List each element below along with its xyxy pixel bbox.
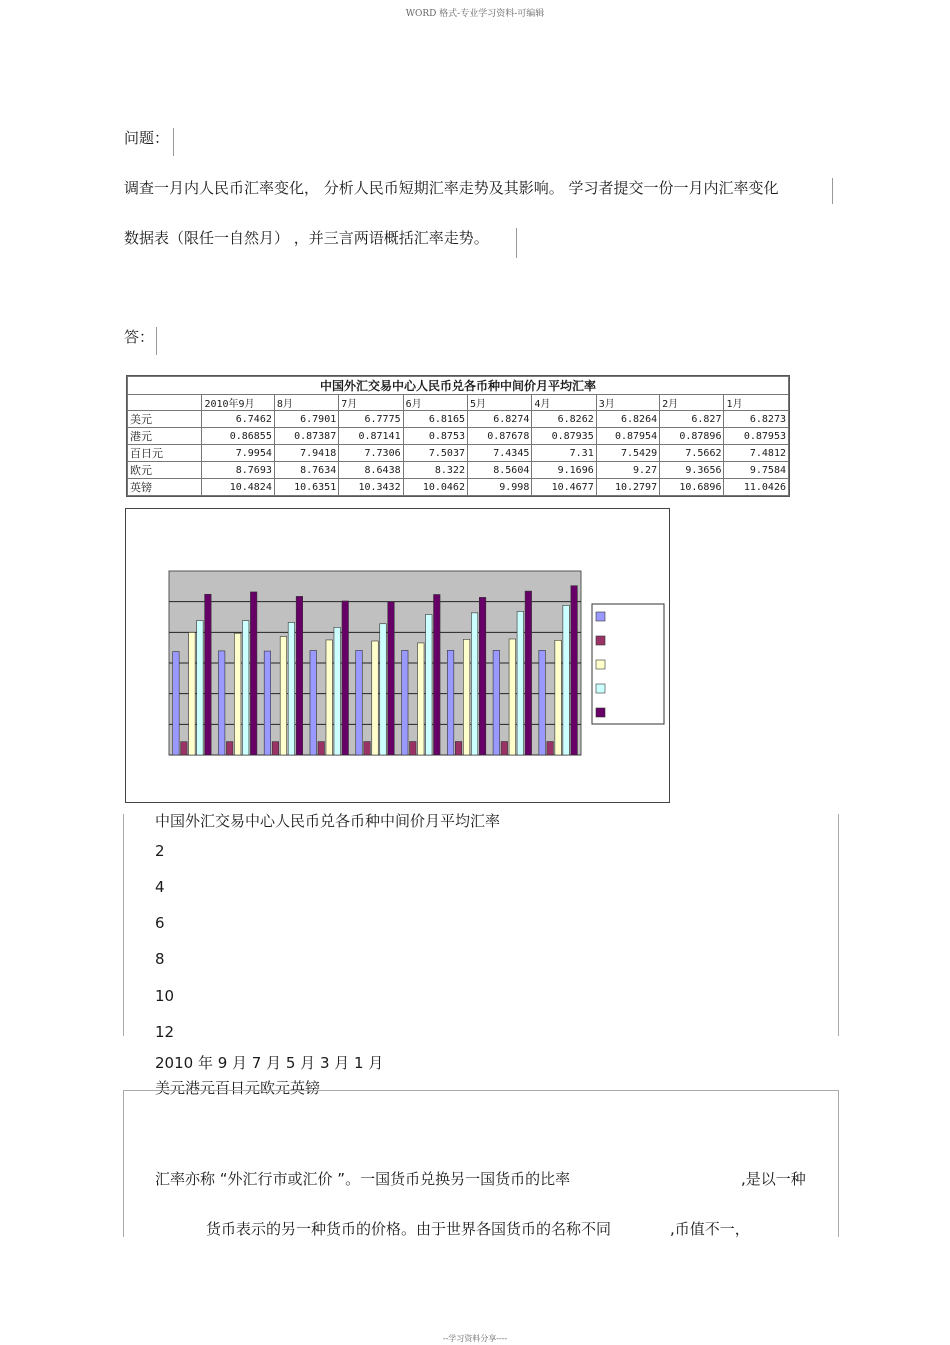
cell: 6.7901 — [274, 411, 338, 428]
cell: 6.7775 — [339, 411, 403, 428]
paragraph-line: ,是以一种 — [741, 1170, 806, 1188]
bar — [197, 621, 204, 755]
cell: 0.87141 — [339, 428, 403, 445]
legend-swatch — [596, 684, 605, 693]
cell: 8.6438 — [339, 462, 403, 479]
bar — [334, 627, 341, 755]
cell: 6.8262 — [532, 411, 596, 428]
cell: 7.7306 — [339, 445, 403, 462]
cell: 11.0426 — [724, 479, 789, 496]
bar — [525, 591, 532, 755]
cursor-mark — [156, 327, 157, 355]
cell: 10.6351 — [274, 479, 338, 496]
table-row — [128, 411, 789, 428]
bar — [479, 597, 486, 755]
cell: 7.5037 — [403, 445, 467, 462]
y-tick-label: 12 — [155, 1023, 175, 1041]
bar — [342, 601, 349, 755]
bar — [372, 641, 379, 755]
question-line-2: 数据表（限任一自然月） ，并三言两语概括汇率走势。 — [124, 229, 489, 247]
bar — [356, 650, 363, 755]
text-frame — [123, 1090, 839, 1237]
bar — [426, 614, 433, 755]
bar — [493, 650, 500, 755]
bar — [563, 605, 570, 755]
bar — [226, 742, 233, 755]
cell: 7.9954 — [202, 445, 274, 462]
cursor-mark — [516, 228, 517, 258]
cell: 0.8753 — [403, 428, 467, 445]
bar — [310, 650, 317, 755]
cell: 8.322 — [403, 462, 467, 479]
question-line-1: 调查一月内人民币汇率变化， 分析人民币短期汇率走势及其影响。 学习者提交一份一月内汇率变化 — [124, 179, 779, 197]
table-row — [128, 445, 789, 462]
bar — [447, 650, 454, 755]
cell: 7.9418 — [274, 445, 338, 462]
rate-table — [126, 375, 790, 497]
bar — [189, 632, 196, 755]
cell: 9.27 — [596, 462, 659, 479]
cell: 0.87678 — [467, 428, 531, 445]
cell: 10.4824 — [202, 479, 274, 496]
row-label: 欧元 — [128, 462, 202, 479]
bar — [280, 636, 287, 755]
chart-frame — [125, 508, 670, 803]
cell: 6.8273 — [724, 411, 789, 428]
bar — [463, 639, 470, 755]
y-tick-label: 4 — [155, 878, 165, 896]
col-header: 7月 — [339, 395, 403, 411]
cell: 9.998 — [467, 479, 531, 496]
cell: 0.87954 — [596, 428, 659, 445]
col-header: 3月 — [596, 395, 659, 411]
bar — [234, 633, 241, 755]
cell: 9.3656 — [660, 462, 724, 479]
cell: 7.5662 — [660, 445, 724, 462]
bar — [288, 622, 295, 755]
table-header-row — [128, 395, 789, 411]
row-label: 港元 — [128, 428, 202, 445]
bar — [402, 650, 409, 755]
legend-swatch — [596, 612, 605, 621]
bar — [250, 592, 257, 755]
bar — [326, 640, 333, 755]
chart-title: 中国外汇交易中心人民币兑各币种中间价月平均汇率 — [155, 812, 501, 830]
bar — [218, 651, 225, 755]
question-label: 问题： — [124, 129, 170, 147]
bar — [517, 611, 524, 755]
legend-labels: 美元港元百日元欧元英镑 — [155, 1079, 321, 1097]
legend-swatch — [596, 708, 605, 717]
cell: 6.8165 — [403, 411, 467, 428]
row-label: 美元 — [128, 411, 202, 428]
cell: 10.3432 — [339, 479, 403, 496]
cell: 6.8264 — [596, 411, 659, 428]
cell: 10.0462 — [403, 479, 467, 496]
bar — [555, 640, 562, 755]
bar — [571, 586, 578, 755]
bar — [539, 650, 546, 755]
y-tick-label: 2 — [155, 842, 165, 860]
page-header: WORD 格式-专业学习资料-可编辑 — [405, 9, 545, 19]
bar — [501, 742, 508, 755]
chart-text-frame — [123, 814, 839, 1036]
col-header: 2月 — [660, 395, 724, 411]
col-header: 2010年9月 — [202, 395, 274, 411]
col-header: 4月 — [532, 395, 596, 411]
bar — [272, 742, 279, 755]
col-header: 8月 — [274, 395, 338, 411]
cell: 6.8274 — [467, 411, 531, 428]
x-tick-labels: 2010 年 9 月 7 月 5 月 3 月 1 月 — [155, 1054, 384, 1072]
cell: 8.7693 — [202, 462, 274, 479]
page-footer: --学习资料分享---- — [442, 1334, 508, 1343]
answer-label: 答： — [124, 328, 155, 346]
paragraph-line: 货币表示的另一种货币的价格。由于世界各国货币的名称不同 — [206, 1220, 612, 1238]
bar — [410, 742, 417, 755]
bar — [455, 742, 462, 755]
cursor-mark — [832, 178, 833, 204]
bar — [296, 596, 303, 755]
cell: 6.7462 — [202, 411, 274, 428]
row-label: 英镑 — [128, 479, 202, 496]
bar — [264, 651, 271, 755]
cell: 0.87953 — [724, 428, 789, 445]
bar — [434, 594, 441, 755]
bar — [318, 742, 325, 755]
bar — [471, 613, 478, 755]
y-tick-label: 6 — [155, 914, 165, 932]
col-header: 1月 — [724, 395, 789, 411]
cell: 0.87387 — [274, 428, 338, 445]
cell: 9.1696 — [532, 462, 596, 479]
bar-chart — [126, 509, 669, 802]
cell: 0.87896 — [660, 428, 724, 445]
cell: 7.31 — [532, 445, 596, 462]
bar — [418, 643, 425, 755]
bar — [242, 621, 249, 755]
paragraph-line: ,币值不一， — [670, 1220, 750, 1238]
cell: 0.86855 — [202, 428, 274, 445]
cell: 8.7634 — [274, 462, 338, 479]
bar — [509, 639, 516, 755]
bar — [547, 742, 554, 755]
cursor-mark — [173, 128, 174, 156]
bar — [364, 742, 371, 755]
row-label: 百日元 — [128, 445, 202, 462]
cell: 7.4345 — [467, 445, 531, 462]
bar — [173, 652, 180, 755]
y-tick-label: 8 — [155, 950, 165, 968]
y-tick-label: 10 — [155, 987, 175, 1005]
legend-swatch — [596, 636, 605, 645]
col-header: 6月 — [403, 395, 467, 411]
cell: 10.6896 — [660, 479, 724, 496]
paragraph-line: 汇率亦称 “外汇行市或汇价 ”。一国货币兑换另一国货币的比率 — [155, 1170, 571, 1188]
table-row — [128, 462, 789, 479]
legend-swatch — [596, 660, 605, 669]
cell: 7.5429 — [596, 445, 659, 462]
bar — [380, 624, 387, 755]
col-header: 5月 — [467, 395, 531, 411]
cell: 8.5604 — [467, 462, 531, 479]
cell: 0.87935 — [532, 428, 596, 445]
bar — [181, 742, 188, 755]
cell: 10.4677 — [532, 479, 596, 496]
cell: 6.827 — [660, 411, 724, 428]
bar — [388, 602, 395, 755]
table-title: 中国外汇交易中心人民币兑各币种中间价月平均汇率 — [128, 377, 789, 395]
table-row — [128, 479, 789, 496]
cell: 10.2797 — [596, 479, 659, 496]
cell: 9.7584 — [724, 462, 789, 479]
cell: 7.4812 — [724, 445, 789, 462]
bar — [205, 594, 212, 755]
table-row — [128, 428, 789, 445]
